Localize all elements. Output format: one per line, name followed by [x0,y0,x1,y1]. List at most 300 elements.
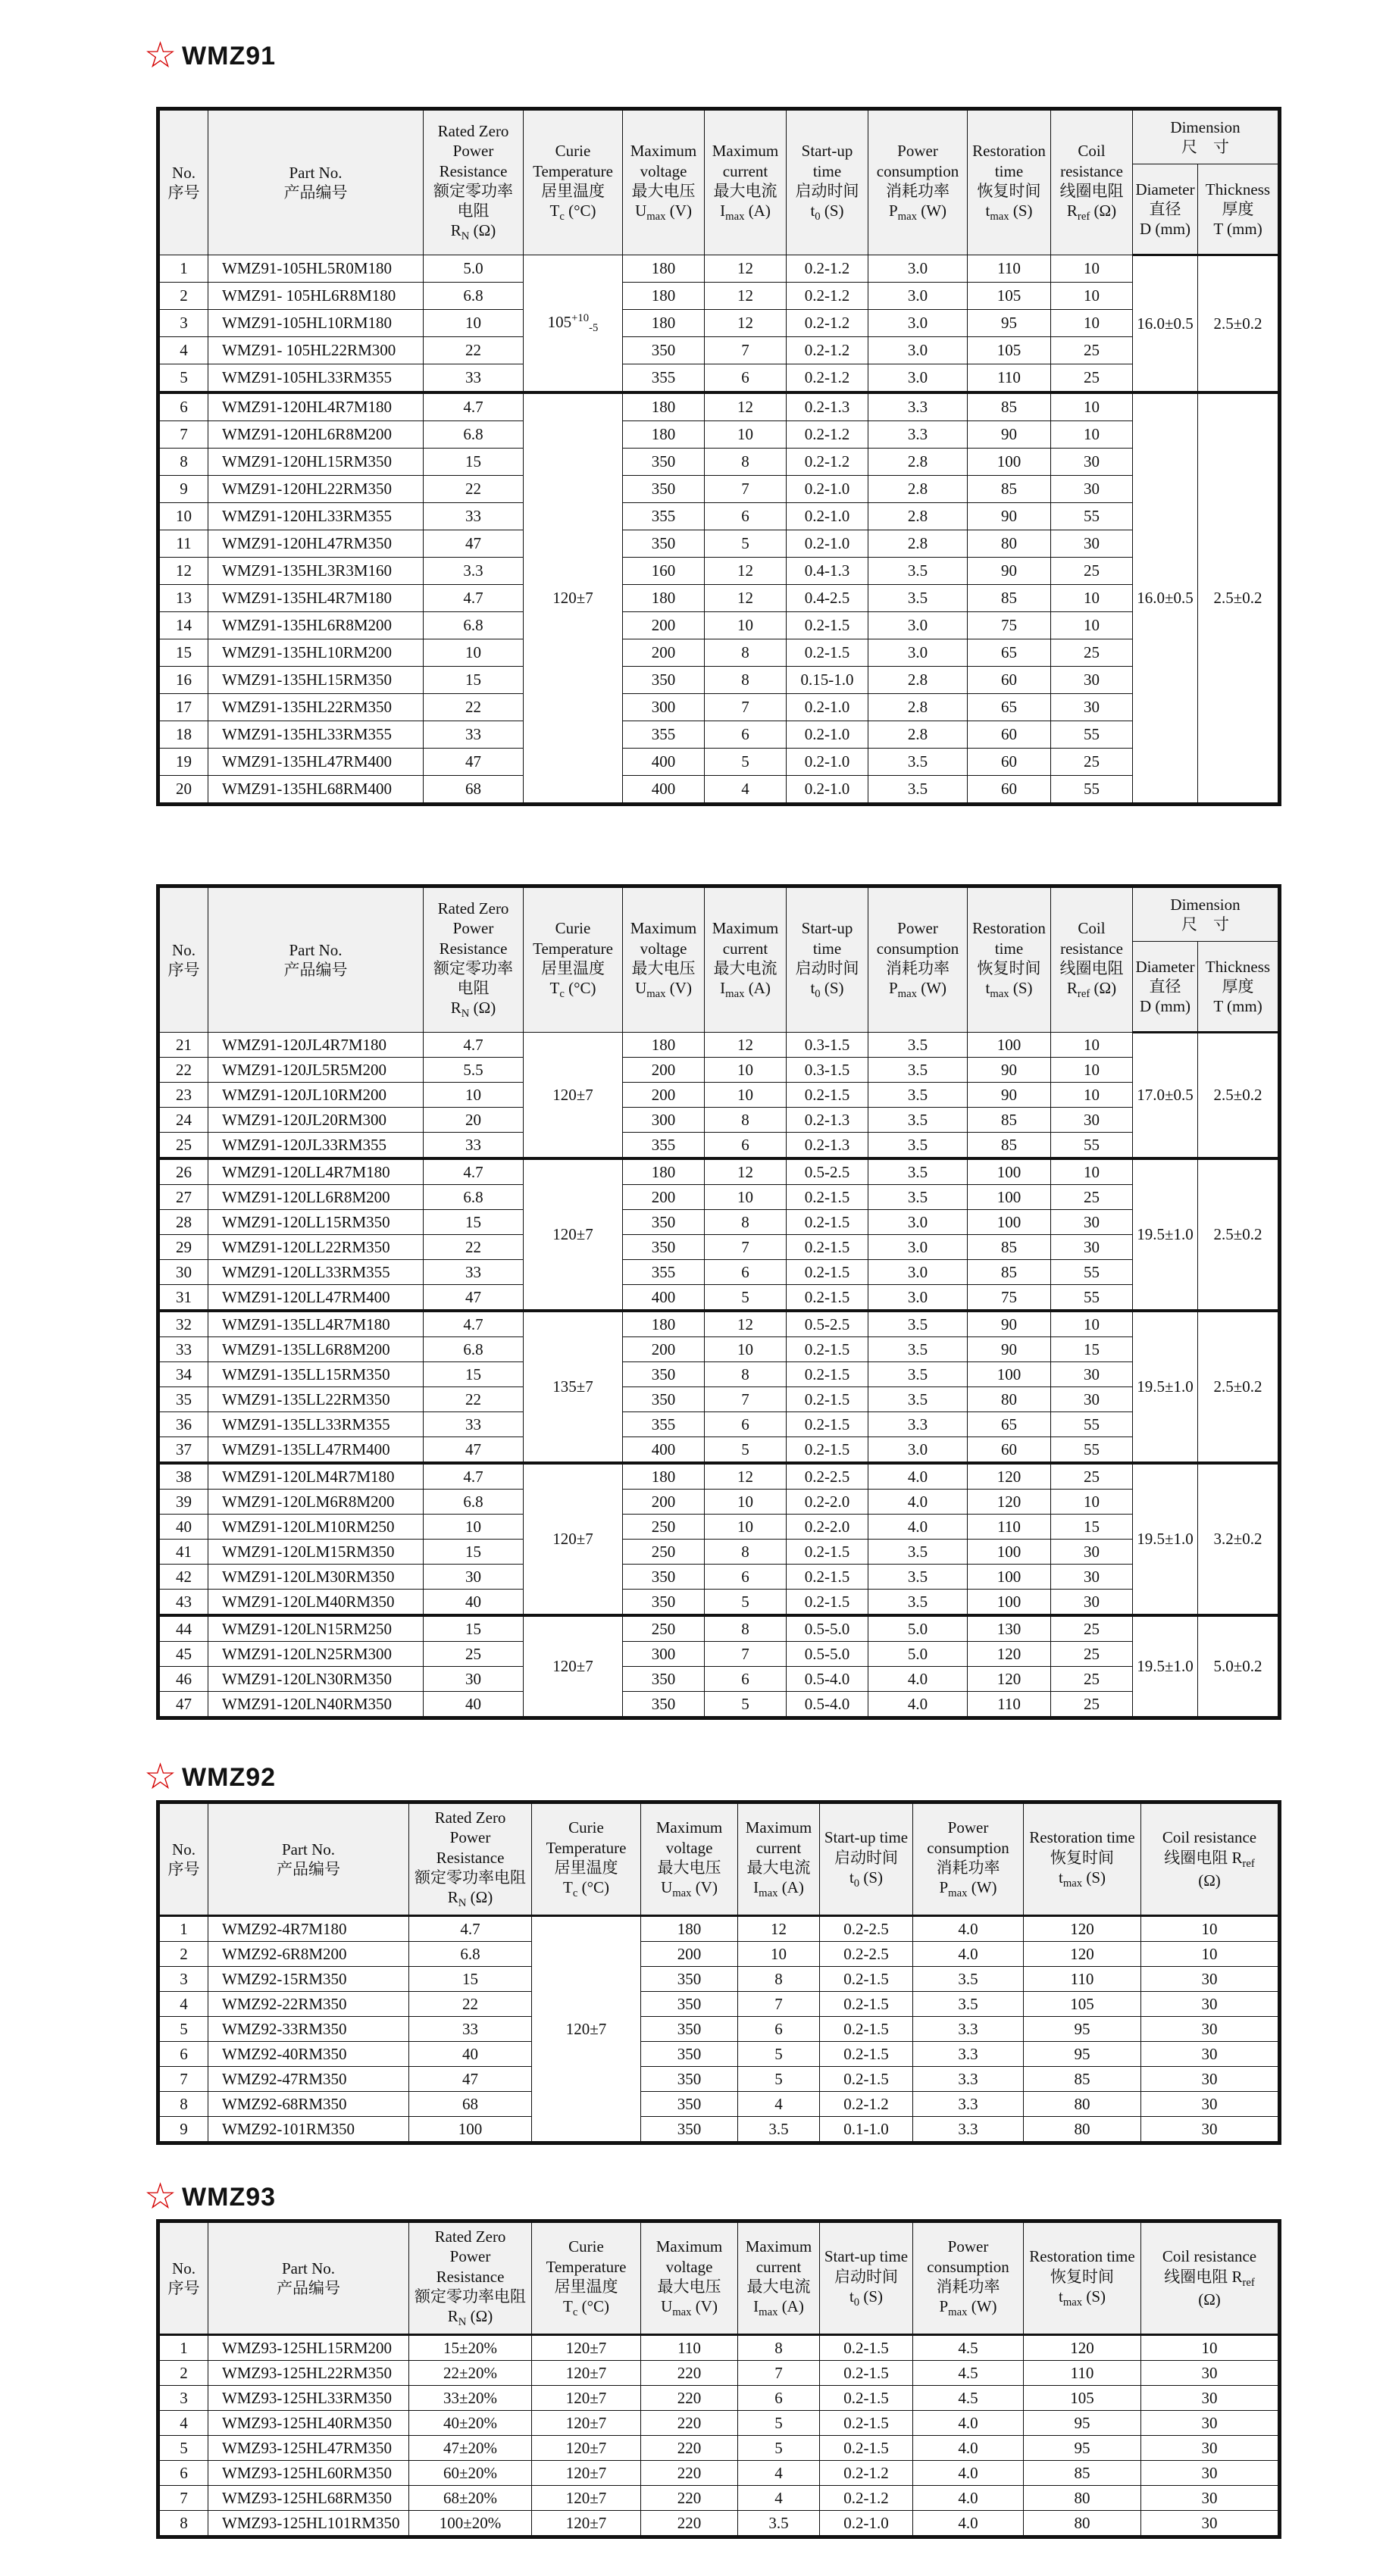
wmz92-table [156,1800,1281,2145]
cell-max-current: 8 [705,1540,787,1565]
cell-no: 30 [158,1260,208,1285]
header-text: 消耗功率 [886,181,950,200]
cell-max-current: 10 [705,1185,787,1210]
cell-startup-time: 0.3-1.5 [787,1058,868,1083]
cell-resistance: 33 [424,721,524,749]
symbol-unit: (S) [863,1868,884,1887]
curie-value: 135±7 [552,1377,593,1396]
cell-part-no: WMZ91-120LM40RM350 [208,1590,424,1616]
cell-coil-resistance: 15 [1051,1515,1133,1540]
symbol-unit: (S) [1012,979,1033,998]
symbol: R [450,221,461,240]
cell-max-voltage: 355 [623,503,705,530]
cell-startup-time: 0.2-1.2 [787,421,868,449]
header-line [623,958,704,978]
header-line [787,958,868,978]
cell-curie-temperature: 120±7 [532,2511,641,2537]
cell-power: 3.3 [913,2042,1024,2067]
header-line [532,1818,640,1837]
cell-part-no: WMZ91-120LL22RM350 [208,1235,424,1260]
cell-power: 3.5 [868,1033,968,1058]
cell-coil-resistance: 30 [1051,1387,1133,1412]
cell-coil-resistance: 25 [1051,337,1133,364]
cell-no: 14 [158,612,208,639]
cell-coil-resistance: 30 [1141,2117,1280,2143]
header-line [641,2237,737,2256]
cell-max-current: 12 [705,1158,787,1185]
cell-startup-time: 0.1-1.0 [820,2117,913,2143]
cell-max-current: 8 [705,1210,787,1235]
cell-startup-time: 0.2-1.5 [787,1590,868,1616]
cell-power: 2.8 [868,503,968,530]
header-text: 额定零功率电阻 [415,1868,526,1887]
header-line [868,918,967,938]
cell-no: 42 [158,1565,208,1590]
cell-max-voltage: 220 [641,2361,738,2386]
cell-max-current: 12 [705,1033,787,1058]
cell-max-current: 5 [705,1590,787,1616]
header-text: Resistance [439,939,508,958]
table-row [158,1285,1280,1311]
cell-coil-resistance: 25 [1051,1463,1133,1490]
cell-no: 8 [158,2092,208,2117]
cell-max-current: 12 [705,585,787,612]
cell-no: 16 [158,667,208,694]
header-text: Dimension [1170,895,1241,914]
cell-no: 25 [158,1133,208,1159]
cell-startup-time: 0.2-1.2 [820,2486,913,2511]
header-text: Power [452,919,494,938]
cell-restoration-time: 85 [968,392,1051,421]
symbol-subscript: max [897,988,917,1001]
symbol-subscript: c [559,988,565,1001]
header-text: current [722,939,768,958]
table-row [158,2361,1280,2386]
cell-startup-time: 0.2-1.5 [787,612,868,639]
header-text: 尺 寸 [1181,915,1229,933]
header-thickness [1198,942,1280,1033]
cell-coil-resistance: 10 [1051,1058,1133,1083]
header-symbol [738,2296,819,2320]
cell-curie-temperature [524,1158,623,1311]
symbol-unit: (S) [1086,1868,1106,1887]
cell-power: 4.0 [913,2436,1024,2461]
cell-max-current: 6 [705,1133,787,1159]
header-text: D (mm) [1139,220,1191,239]
header-coil-resistance [1141,1802,1280,1916]
header-symbol [1141,2267,1278,2290]
cell-startup-time: 0.2-1.5 [820,1992,913,2017]
cell-restoration-time: 75 [968,612,1051,639]
cell-max-voltage: 200 [641,1942,738,1967]
header-line [705,918,786,938]
cell-no: 43 [158,1590,208,1616]
cell-max-current: 12 [705,283,787,310]
symbol-subscript: c [572,2306,578,2319]
header-text: Maximum [655,1818,723,1837]
header-text: Maximum [745,2237,812,2256]
cell-max-voltage: 250 [623,1540,705,1565]
table-row [158,2386,1280,2411]
cell-restoration-time: 85 [968,1260,1051,1285]
cell-coil-resistance: 10 [1141,1942,1280,1967]
cell-startup-time: 0.2-1.0 [787,530,868,558]
cell-part-no: WMZ91-120JL10RM200 [208,1083,424,1108]
cell-power: 3.3 [913,2067,1024,2092]
header-text: 启动时间 [795,958,859,977]
cell-power: 3.0 [868,1285,968,1311]
symbol-unit: (S) [824,979,844,998]
cell-no: 19 [158,749,208,776]
header-line [424,958,523,978]
cell-no: 41 [158,1540,208,1565]
cell-no: 23 [158,1083,208,1108]
header-text: Restoration time [1029,1828,1135,1847]
cell-max-voltage: 350 [641,2042,738,2067]
section-heading-wmz93 [144,2179,276,2215]
cell-max-current: 8 [738,1967,820,1992]
cell-part-no: WMZ91-120JL33RM355 [208,1133,424,1159]
cell-max-voltage: 220 [641,2411,738,2436]
header-text: 线圈电阻 [1059,958,1124,977]
cell-part-no: WMZ92-33RM350 [208,2017,409,2042]
header-line [787,141,868,161]
cell-startup-time: 0.2-2.0 [787,1515,868,1540]
cell-resistance: 5.0 [424,255,524,283]
header-text: Thickness [1205,957,1271,976]
cell-part-no: WMZ93-125HL47RM350 [208,2436,409,2461]
cell-startup-time: 0.2-1.5 [787,1185,868,1210]
header-line [409,2267,531,2287]
header-text: 产品编号 [283,961,348,979]
cell-resistance: 10 [424,1083,524,1108]
header-line [532,1838,640,1858]
cell-max-voltage: 220 [641,2386,738,2411]
header-symbol [968,978,1050,1002]
cell-startup-time: 0.2-1.5 [820,1967,913,1992]
cell-resistance: 15 [424,449,524,476]
header-line [1133,137,1278,157]
header-text: 额定零功率 [433,958,513,977]
cell-coil-resistance: 30 [1141,2461,1280,2486]
star-icon: ☆ [144,1757,178,1797]
cell-restoration-time: 95 [1024,2017,1141,2042]
cell-coil-resistance: 30 [1051,667,1133,694]
cell-max-voltage: 350 [623,1590,705,1616]
header-line [705,939,786,958]
star-icon: ☆ [144,36,178,76]
symbol-subscript: max [990,211,1009,224]
symbol: R [1066,979,1078,998]
header-line [641,1818,737,1837]
cell-coil-resistance: 15 [1051,1337,1133,1362]
cell-diameter: 19.5±1.0 [1133,1463,1198,1615]
header-line [1133,117,1278,137]
cell-max-voltage: 200 [623,1058,705,1083]
cell-no: 9 [158,476,208,503]
cell-resistance: 4.7 [424,392,524,421]
cell-no: 5 [158,2017,208,2042]
cell-no: 1 [158,1916,208,1942]
header-rated-resistance [424,109,524,255]
cell-max-current: 12 [705,558,787,585]
header-text: 启动时间 [834,1848,898,1867]
header-symbol [787,978,868,1002]
table-row [158,776,1280,805]
symbol-subscript: ref [1242,1857,1255,1870]
cell-max-current: 6 [705,503,787,530]
cell-restoration-time: 95 [1024,2042,1141,2067]
header-text: 最大电压 [657,1858,721,1877]
header-text: Maximum [745,1818,812,1837]
cell-no: 3 [158,310,208,337]
cell-startup-time: 0.2-1.2 [787,364,868,393]
header-curie-temperature [532,2221,641,2335]
table-row [158,2017,1280,2042]
header-text: 厚度 [1222,199,1254,218]
cell-restoration-time: 120 [968,1642,1051,1667]
cell-max-voltage: 300 [623,1108,705,1133]
cell-part-no: WMZ91-105HL33RM355 [208,364,424,393]
header-text: No. [172,940,196,959]
header-text: Resistance [439,161,508,180]
table-row [158,1260,1280,1285]
cell-restoration-time: 95 [1024,2436,1141,2461]
symbol: R [447,1888,458,1907]
symbol-unit: (°C) [581,1878,609,1897]
table-row [158,1235,1280,1260]
header-line [1133,977,1197,996]
cell-part-no: WMZ91-135HL15RM350 [208,667,424,694]
header-line [1133,996,1197,1016]
header-symbol [1024,2287,1140,2310]
cell-startup-time: 0.2-1.5 [787,1083,868,1108]
header-coil-resistance [1051,886,1133,1033]
header-text: Restoration [972,142,1046,161]
header-no [158,1802,208,1916]
cell-resistance: 40 [424,1692,524,1718]
cell-power: 3.0 [868,1210,968,1235]
header-max-voltage [641,2221,738,2335]
header-line [1198,219,1278,239]
cell-no: 4 [158,337,208,364]
header-line [208,960,423,980]
cell-max-voltage: 350 [623,449,705,476]
cell-max-current: 6 [738,2017,820,2042]
cell-no: 45 [158,1642,208,1667]
header-text: Resistance [436,1848,505,1867]
header-startup-time [787,886,868,1033]
cell-restoration-time: 85 [1024,2461,1141,2486]
star-icon: ☆ [144,2177,178,2217]
header-text: voltage [640,939,687,958]
table-row [158,1642,1280,1667]
header-text: Temperature [533,939,613,958]
symbol-unit: (S) [1086,2287,1106,2306]
cell-coil-resistance: 30 [1141,2092,1280,2117]
header-line [1141,2246,1278,2266]
cell-no: 31 [158,1285,208,1311]
header-text: Power [897,142,938,161]
table-row [158,255,1280,283]
cell-startup-time: 0.2-2.5 [820,1916,913,1942]
header-line [868,958,967,978]
header-text: 恢复时间 [977,181,1041,200]
cell-restoration-time: 85 [968,1133,1051,1159]
cell-restoration-time: 120 [1024,2335,1141,2361]
header-line [409,1868,531,1887]
cell-restoration-time: 110 [968,255,1051,283]
section-title: WMZ91 [182,41,277,70]
cell-resistance: 6.8 [409,1942,532,1967]
header-line [208,1859,408,1879]
header-text: Restoration [972,919,1046,938]
header-symbol [524,201,622,224]
cell-part-no: WMZ91-120LN25RM300 [208,1642,424,1667]
section-heading-wmz91 [144,38,276,74]
cell-power: 4.5 [913,2335,1024,2361]
header-line [409,2287,531,2306]
cell-coil-resistance: 10 [1051,585,1133,612]
cell-startup-time: 0.2-1.3 [787,1133,868,1159]
header-restoration-time [1024,1802,1141,1916]
table-row [158,1337,1280,1362]
header-symbol [1051,978,1132,1002]
header-max-voltage [641,1802,738,1916]
cell-max-voltage: 300 [623,694,705,721]
cell-max-current: 10 [705,1058,787,1083]
cell-no: 12 [158,558,208,585]
cell-max-voltage: 180 [623,421,705,449]
cell-no: 44 [158,1615,208,1642]
cell-max-current: 6 [705,1565,787,1590]
symbol: t [810,202,815,220]
cell-max-voltage: 180 [623,1311,705,1337]
symbol-subscript: max [1062,2296,1083,2309]
section-heading-wmz92 [144,1759,276,1796]
cell-coil-resistance: 30 [1051,1210,1133,1235]
header-line [820,2267,912,2287]
header-text: 消耗功率 [886,958,950,977]
header-diameter [1133,942,1198,1033]
cell-coil-resistance: 30 [1141,1992,1280,2017]
table-row [158,1463,1280,1490]
cell-max-voltage: 350 [641,2017,738,2042]
header-line [1141,1827,1278,1847]
header-text: Start-up [801,919,853,938]
symbol-unit: (V) [669,202,692,220]
symbol: t [985,979,990,998]
symbol-unit: (°C) [568,979,596,998]
curie-value: 120±7 [552,1085,593,1104]
cell-max-current: 6 [705,1260,787,1285]
cell-no: 32 [158,1311,208,1337]
cell-curie-temperature: 120±7 [532,1916,641,2143]
cell-coil-resistance: 10 [1051,1158,1133,1185]
cell-no: 33 [158,1337,208,1362]
cell-max-voltage: 350 [623,1565,705,1590]
cell-coil-resistance: 25 [1051,749,1133,776]
header-line [1024,2246,1140,2266]
header-line [705,141,786,161]
header-line [913,2257,1023,2277]
header-line [738,2257,819,2277]
cell-resistance: 10 [424,310,524,337]
header-symbol [409,1887,531,1911]
header-line [787,181,868,201]
cell-resistance: 4.7 [424,1463,524,1490]
symbol-unit: (Ω) [470,2307,493,2326]
header-symbol [1024,1868,1140,1891]
cell-max-current: 10 [705,421,787,449]
cell-part-no: WMZ91-135HL10RM200 [208,639,424,667]
cell-no: 1 [158,255,208,283]
cell-restoration-time: 85 [968,1235,1051,1260]
cell-power: 4.0 [913,1942,1024,1967]
cell-part-no: WMZ91-120LM4R7M180 [208,1463,424,1490]
cell-max-voltage: 355 [623,1412,705,1437]
symbol-subscript: max [759,2306,778,2319]
cell-max-current: 7 [705,694,787,721]
curie-value: 105 [547,312,572,331]
cell-power: 3.5 [868,558,968,585]
header-symbol [968,201,1050,224]
cell-max-voltage: 250 [623,1515,705,1540]
cell-startup-time: 0.2-1.5 [820,2361,913,2386]
cell-restoration-time: 110 [968,1692,1051,1718]
header-coil-resistance [1141,2221,1280,2335]
cell-power: 3.5 [868,749,968,776]
cell-max-current: 8 [705,639,787,667]
cell-power: 3.5 [868,1185,968,1210]
cell-coil-resistance: 55 [1051,503,1133,530]
cell-part-no: WMZ93-125HL40RM350 [208,2411,409,2436]
cell-part-no: WMZ92-15RM350 [208,1967,409,1992]
cell-startup-time: 0.2-1.0 [787,694,868,721]
symbol-unit: (S) [1012,202,1033,220]
cell-max-voltage: 220 [641,2461,738,2486]
header-rated-resistance [409,2221,532,2335]
header-text: 厚度 [1222,977,1254,996]
cell-restoration-time: 65 [968,694,1051,721]
header-text: 额定零功率 [433,181,513,200]
table-row [158,1158,1280,1185]
cell-no: 7 [158,421,208,449]
table-row [158,1916,1280,1942]
cell-max-current: 5 [705,530,787,558]
cell-coil-resistance: 30 [1051,1235,1133,1260]
cell-restoration-time: 90 [968,421,1051,449]
cell-restoration-time: 110 [1024,1967,1141,1992]
cell-startup-time: 0.2-1.2 [787,337,868,364]
header-curie-temperature [532,1802,641,1916]
header-line [641,2257,737,2277]
header-text: 序号 [167,961,200,979]
cell-no: 10 [158,503,208,530]
cell-restoration-time: 80 [968,1387,1051,1412]
cell-no: 34 [158,1362,208,1387]
cell-max-current: 6 [705,721,787,749]
header-text: D (mm) [1139,997,1191,1016]
cell-part-no: WMZ91-120LM6R8M200 [208,1490,424,1515]
header-text: Maximum [712,142,779,161]
cell-coil-resistance: 25 [1051,364,1133,393]
table-row [158,1185,1280,1210]
table-row [158,392,1280,421]
symbol-subscript: 0 [853,2296,860,2309]
cell-part-no: WMZ91-135HL47RM400 [208,749,424,776]
header-text: Coil [1078,919,1106,938]
